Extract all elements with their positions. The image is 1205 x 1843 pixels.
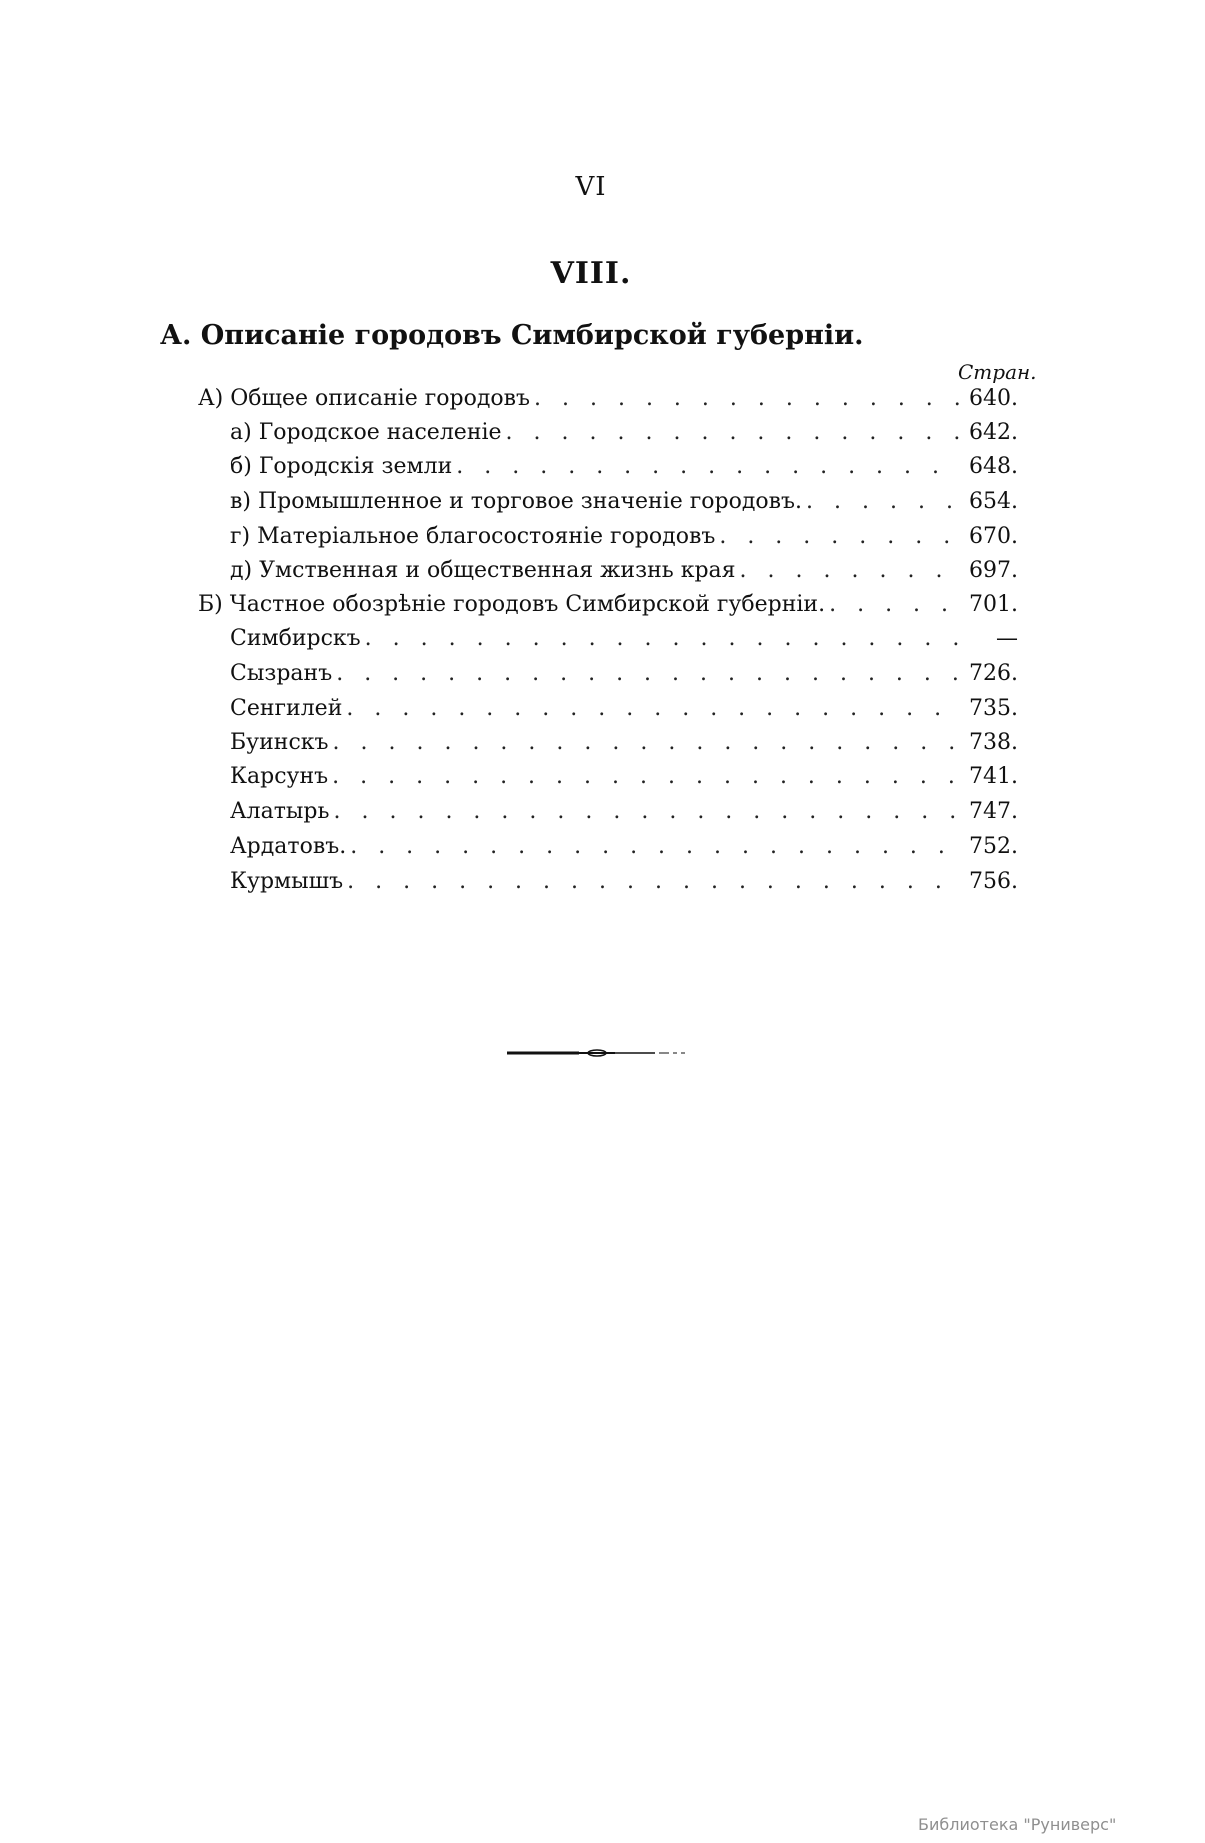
toc-entry-label: г) Матерiальное благосостоянiе городовъ bbox=[230, 524, 716, 549]
page-number: VI bbox=[575, 172, 607, 202]
toc-entry-buinsk bbox=[230, 730, 1018, 764]
dot-leader bbox=[740, 558, 962, 583]
toc-entry-simbirsk bbox=[230, 626, 1018, 660]
toc-entry-label: Алатырь bbox=[230, 799, 330, 824]
toc-entry-label: д) Умственная и общественная жизнь края bbox=[230, 558, 736, 583]
dot-leader bbox=[829, 592, 962, 617]
toc-entry-ardatov bbox=[230, 834, 1018, 868]
dot-leader bbox=[346, 696, 962, 721]
toc-entry-syzran bbox=[230, 661, 1018, 695]
toc-entry-label: Буинскъ bbox=[230, 730, 329, 755]
toc-entry-page: 648. bbox=[969, 454, 1018, 479]
toc-entry-page: 726. bbox=[969, 661, 1018, 686]
toc-entry-page: 735. bbox=[969, 696, 1018, 721]
dot-leader bbox=[506, 420, 962, 445]
toc-entry-sengiley bbox=[230, 696, 1018, 730]
toc-entry-page: 654. bbox=[969, 489, 1018, 514]
dot-leader bbox=[365, 626, 962, 651]
toc-entry-alatyr bbox=[230, 799, 1018, 833]
toc-entry-label: Ардатовъ. bbox=[230, 834, 347, 859]
toc-entry-page: 756. bbox=[969, 869, 1018, 894]
dot-leader bbox=[332, 764, 962, 789]
toc-entry-page: 741. bbox=[969, 764, 1018, 789]
toc-entry-page: 738. bbox=[969, 730, 1018, 755]
toc-entry-page: 747. bbox=[969, 799, 1018, 824]
toc-entry-page: 640. bbox=[969, 386, 1018, 411]
toc-entry-label: Сызранъ bbox=[230, 661, 333, 686]
dot-leader bbox=[719, 524, 962, 549]
toc-entry-karsun bbox=[230, 764, 1018, 798]
toc-entry-page: 670. bbox=[969, 524, 1018, 549]
toc-entry-label: б) Городскiя земли bbox=[230, 454, 453, 479]
dot-leader bbox=[534, 386, 962, 411]
toc-entry-page: 701. bbox=[969, 592, 1018, 617]
toc-entry-page: — bbox=[996, 626, 1018, 651]
toc-entry-label: Курмышъ bbox=[230, 869, 344, 894]
dot-leader bbox=[334, 799, 963, 824]
page-column-label: Стран. bbox=[958, 360, 1037, 384]
dot-leader bbox=[333, 730, 962, 755]
toc-entry-page: 697. bbox=[969, 558, 1018, 583]
toc-entry-label: Сенгилей bbox=[230, 696, 343, 721]
dot-leader bbox=[336, 661, 962, 686]
toc-entry-label: а) Городское населенiе bbox=[230, 420, 502, 445]
section-number: VIII. bbox=[550, 256, 632, 291]
toc-entry-general bbox=[198, 386, 1018, 420]
toc-entry-social-life bbox=[230, 558, 1018, 592]
dot-leader bbox=[456, 454, 962, 479]
toc-entry-label: в) Промышленное и торговое значенiе городовъ. bbox=[230, 489, 803, 514]
toc-entry-kurmysh bbox=[230, 869, 1018, 903]
dot-leader bbox=[806, 489, 962, 514]
toc-entry-lands bbox=[230, 454, 1018, 488]
dot-leader bbox=[350, 834, 962, 859]
section-heading: А. Описанiе городовъ Симбирской губернiи. bbox=[160, 320, 864, 351]
toc-entry-label: А) Общее описанiе городовъ bbox=[198, 386, 530, 411]
library-watermark: Библиотека "Руниверс" bbox=[918, 1815, 1117, 1834]
toc-entry-industry bbox=[230, 489, 1018, 523]
toc-entry-private-review bbox=[198, 592, 1018, 626]
toc-entry-label: Симбирскъ bbox=[230, 626, 361, 651]
toc-entry-page: 752. bbox=[969, 834, 1018, 859]
toc-entry-population bbox=[230, 420, 1018, 454]
ornament-divider-icon bbox=[505, 1038, 689, 1068]
dot-leader bbox=[347, 869, 962, 894]
toc-entry-page: 642. bbox=[969, 420, 1018, 445]
toc-entry-label: Б) Частное обозрѣнiе городовъ Симбирской губернiи. bbox=[198, 592, 826, 617]
toc-entry-wellbeing bbox=[230, 524, 1018, 558]
toc-entry-label: Карсунъ bbox=[230, 764, 329, 789]
